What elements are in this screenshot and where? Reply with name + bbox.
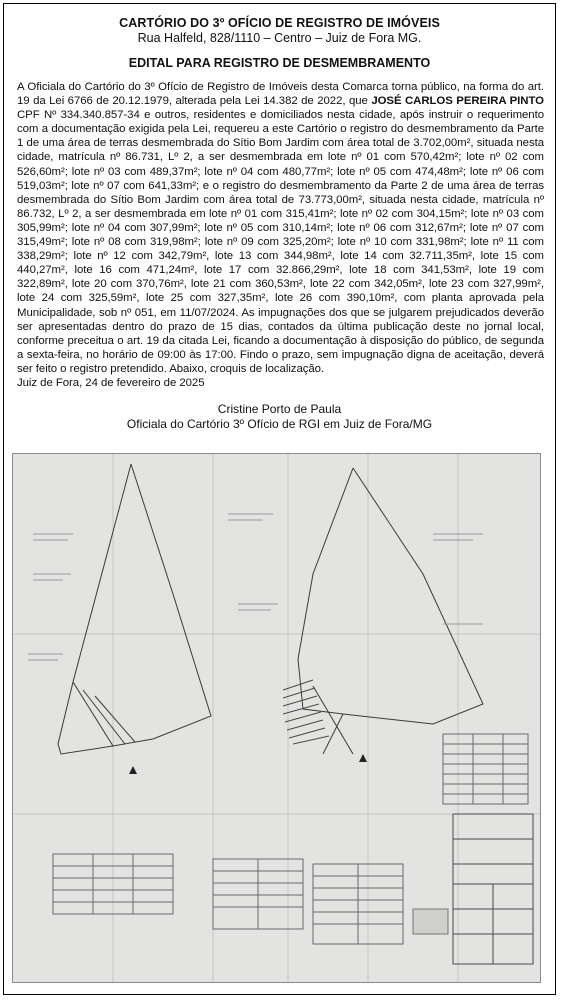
edital-title: EDITAL PARA REGISTRO DE DESMEMBRAMENTO xyxy=(128,56,431,70)
edital-text-intro: A Oficiala do Cartório do 3º Ofício de Registro de Imóveis desta Comarca torna público, na forma do art. 19 da Lei 6766 de 20.12.1979, alterada pela Lei 14.382 de 2022, que xyxy=(17,81,544,108)
sketch-plan-drawing xyxy=(13,454,540,982)
signatory-name: Cristine Porto de Paula xyxy=(217,402,342,417)
location-sketch-plan xyxy=(12,453,541,983)
registry-address: Rua Halfeld, 828/1110 – Centro – Juiz de Fora MG. xyxy=(137,31,422,45)
applicant-name: JOSÉ CARLOS PEREIRA PINTO xyxy=(371,95,544,108)
registry-title: CARTÓRIO DO 3º OFÍCIO DE REGISTRO DE IMÓVEIS xyxy=(119,16,440,30)
edital-date: Juiz de Fora, 24 de fevereiro de 2025 xyxy=(17,376,205,389)
edital-body xyxy=(17,80,544,390)
edital-text-main: CPF Nº 334.340.857-34 e outros, residentes e domiciliados nesta cidade, após instruir o requerimento com a documentação exigida pela Lei, requereu a este Cartório o registro do desmembramento da Parte 1 de uma área de terras desmembrada do Sítio Bom Jardim com área total de 3.702,00m², situada nesta cidade, matrícula nº 86.731, Lº 2, a ser desmembrada em lote nº 01 com 570,42m²; lote nº 02 com 526,60m²; lote nº 03 com 489,37m²; lote nº 04 com 480,77m²; lote nº 05 com 474,48m²; lote nº 06 com 519,03m²; lote nº 07 com 641,33m²; e o registro do desmembramento da Parte 2 de uma área de terras desmembrada do Sítio Bom Jardim com área total de 73.773,00m², situada nesta cidade, matrícula nº 86.732, Lº 2, a ser desmembrada em lote nº 01 com 315,41m²; lote nº 02 com 304,15m²; lote nº 03 com 305,99m²; lote nº 04 com 307,99m²; lote nº 05 com 310,14m²; lote nº 06 com 312,67m²; lote nº 07 com 315,49m²; lote nº 08 com 319,98m²; lote nº 09 com 325,20m²; lote nº 10 com 331,98m²; lote nº 11 com 338,29m²; lote nº 12 com 342,79m², lote 13 com 344,98m², lote 14 com 32.711,35m², lote 15 com 440,27m², lote 16 com 471,24m², lote 17 com 32.866,29m², lote 18 com 341,53m², lote 19 com 322,89m², lote 20 com 370,76m², lote 21 com 360,53m², lote 22 com 342,05m², lote 23 com 327,99m², lote 24 com 325,59m², lote 25 com 327,35m², lote 26 com 390,10m², com planta aprovada pela Municipalidade, sob nº 051, em 11/07/2024. As impugnações dos que se julgarem prejudicados deverão ser apresentadas dentro do prazo de 15 dias, contados da última publicação deste no jornal local, conforme preceitua o art. 19 da citada Lei, ficando a documentação à disposição do público, de segunda a sexta-feira, no horário de 09:00 às 17:00. Findo o prazo, sem impugnação digna de aceitação, deverá ser feito o registro pretendido. Abaixo, croquis de localização. xyxy=(17,109,544,375)
signatory-role: Oficiala do Cartório 3º Ofício de RGI em Juiz de Fora/MG xyxy=(126,417,433,432)
signature-block xyxy=(4,402,555,432)
header xyxy=(4,16,555,46)
